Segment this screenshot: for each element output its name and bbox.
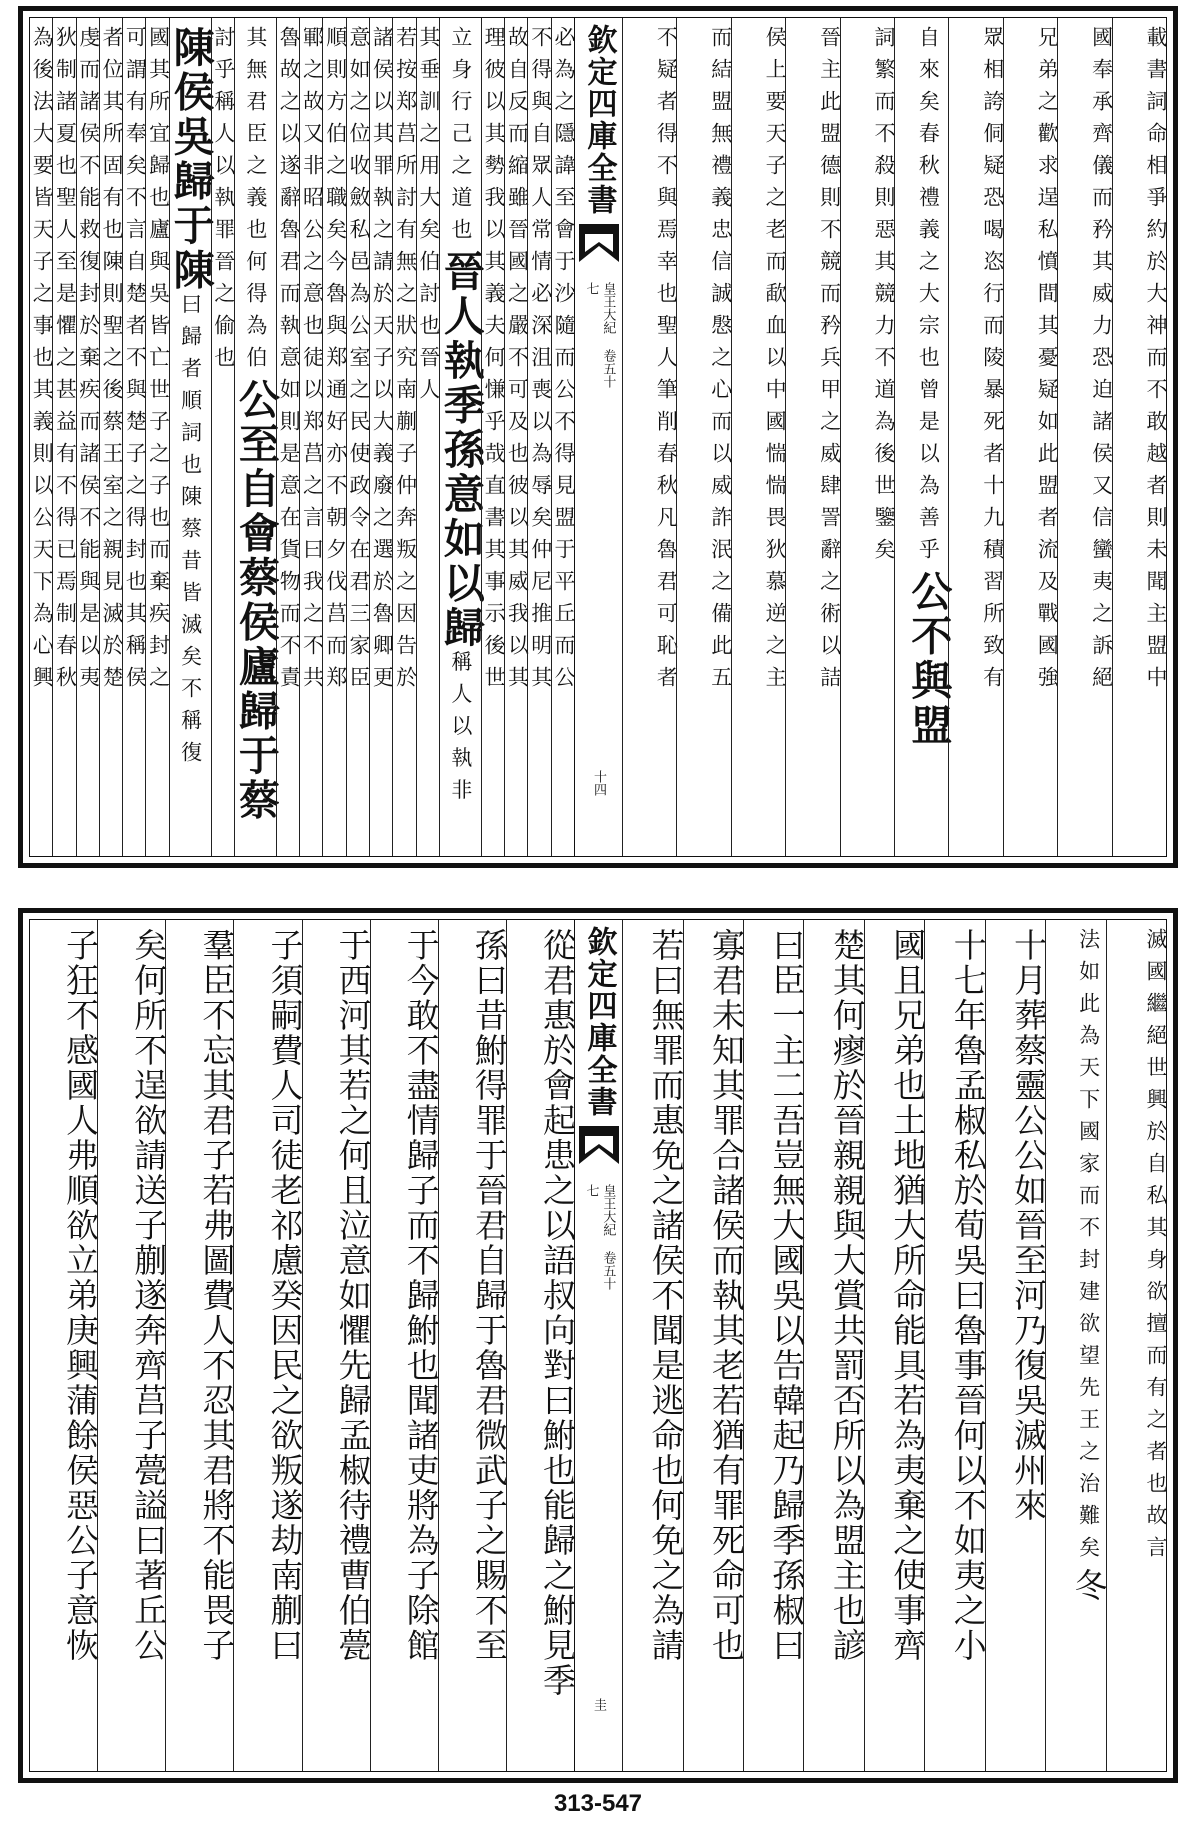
body-text: 孫曰昔鮒得罪于晉君自歸于魯君微武子之賜不至 [469,928,509,1663]
text-column [436,18,485,856]
body-text: 十七年魯孟椒私於荀吳曰魯事晉何以不如夷之小 [948,928,988,1663]
body-text: 于今敢不盡情歸子而不歸鮒也聞諸吏將為子除館 [401,928,441,1663]
body-text: 眾相誇侗疑恐喝恣行而陵暴死者十九積習所致有 [980,26,1005,698]
text-column [299,18,325,856]
body-text: 自來矣春秋禮義之大宗也曾是以為善乎 [916,26,941,570]
heading-text: 陳侯吳歸于陳 [166,26,215,293]
body-text: 十月葬蔡靈公公如晉至河乃復吳滅州來 [1009,928,1049,1523]
body-text: 諸侯以其罪執之請於天子以大義廢之選於魯卿更 [370,26,395,698]
lower-right-text-block [622,920,1166,1771]
upper-gutter-volume: 皇王大紀 卷五十七 [583,282,616,388]
body-text: 國奉承齊儀而矜其威力恐迫諸侯又信蠻夷之訴絕 [1089,26,1114,698]
text-column [302,920,373,1771]
body-text: 立身行己之道也 [448,26,473,250]
body-text: 魯故之以遂辭魯君而執意如則是意在貨物而不責 [277,26,302,698]
lower-gutter-title: 欽定四庫全書 [581,926,617,1118]
body-text: 討乎稱人以執罪晉之偷也 [211,26,236,378]
body-text: 羣臣不忘其君子若弗圖費人不忍其君將不能畏子 [197,928,237,1663]
text-column [1057,18,1114,856]
body-text: 子狂不感國人弗順欲立弟庚興蒲餘侯惡公子意恢 [61,928,101,1663]
text-column [551,18,574,856]
text-column [1045,920,1109,1771]
text-column [370,920,441,1771]
text-column [97,920,169,1771]
upper-center-gutter [574,18,622,856]
heading-text: 公至自會蔡侯廬歸于蔡 [231,378,280,823]
lower-left-text-block [30,920,577,1771]
text-column [122,18,148,856]
text-column [622,920,686,1771]
lower-page-frame [29,919,1167,1772]
body-text: 者位其所固有也陳則聖之後蔡王室之親見滅於楚 [100,26,125,698]
body-text: 侯上要天子之老而歃血以中國惴惴畏狄慕逆之主 [763,26,788,698]
text-column [894,18,953,856]
body-text: 國且兄弟也土地猶大所命能具若為夷棄之使事齊 [888,928,928,1663]
text-column [276,18,302,856]
body-text: 滅國繼絕世興於自私其身欲擅而有之者也故言 [1144,928,1168,1568]
text-column [76,18,99,856]
upper-gutter-page-number: 十四 [591,770,606,796]
text-column [145,18,171,856]
text-column [99,18,125,856]
body-text: 兄弟之歡求逞私憤間其憂疑如此盟者流及戰國強 [1035,26,1060,698]
upper-right-text-block [622,18,1166,856]
body-text: 寡君未知其罪合諸侯而執其老若猶有罪死命可也 [706,928,746,1663]
scan-page-code: 313-547 [553,1790,643,1817]
text-column [52,18,78,856]
heading-text: 公不與盟 [904,570,953,748]
body-text: 曰歸者順詞也陳蔡昔皆滅矣不稱復 [178,293,203,773]
text-column [416,18,439,856]
text-column [1112,18,1166,856]
body-text: 其無君臣之義也何得為伯 [243,26,268,378]
body-text: 不疑者得不與焉幸也聖人筆削春秋凡魯君可恥者 [654,26,679,698]
text-column [504,18,530,856]
text-column [231,18,280,856]
text-column [165,920,237,1771]
body-text: 若曰無罪而惠免之諸侯不聞是逃命也何免之為請 [646,928,686,1663]
text-column [527,18,553,856]
text-column [322,18,348,856]
heading-text: 晉人執季孫意如以歸 [436,250,485,651]
text-column [346,18,372,856]
lower-center-gutter [574,920,622,1771]
text-column [924,920,988,1771]
text-column [676,18,733,856]
text-column [840,18,894,856]
text-column [481,18,507,856]
text-column [731,18,788,856]
fishtail-mark-icon [579,1126,619,1164]
body-text: 稱人以執非 [448,650,473,811]
text-column [803,920,867,1771]
body-text: 子須嗣費人司徒老祁慮癸因民之欲叛遂劫南蒯曰 [265,928,305,1663]
lower-gutter-page-number: 圭 [591,1698,606,1711]
body-text: 理彼以其勢我以其義夫何慊乎哉直書其事示後世 [482,26,507,698]
body-text: 楚其何瘳於晉親親與大賞共罰否所以為盟主也諺 [827,928,867,1663]
body-text: 為後法大要皆天子之事也其義則以公天下為心興 [30,26,55,698]
text-column [985,920,1049,1771]
text-column [785,18,842,856]
lower-gutter-volume: 皇王大紀 卷五十七 [583,1184,616,1290]
body-text: 故自反而縮雖晉國之嚴不可及也彼以其威我以其 [505,26,530,698]
body-text: 可謂有奉矣不言自楚者不與楚子之得封也其稱侯 [123,26,148,698]
upper-gutter-title: 欽定四庫全書 [581,24,617,216]
body-text: 曰臣一主二吾豈無大國吳以告韓起乃歸季孫椒曰 [767,928,807,1663]
upper-page-frame [29,17,1167,857]
upper-book-page [18,6,1178,868]
text-column [30,18,55,856]
text-column [166,18,215,856]
lower-book-page [18,908,1178,1783]
fishtail-mark-icon [579,224,619,262]
body-text: 國其所宜歸也廬與吳皆亡世子之子也而棄疾封之 [146,26,171,698]
body-text: 不得與自眾人常情必深沮喪以為辱矣仲尼推明其 [528,26,553,698]
body-text: 晉主此盟德則不競而矜兵甲之威肆詈辭之術以詰 [817,26,842,698]
body-text: 伯討也晉人 [416,250,441,410]
body-text: 鄆之故又非昭公之意也徒以郑莒之言曰我之不共 [300,26,325,698]
text-column [1106,920,1166,1771]
body-text: 虔而諸侯不能救復封於棄疾而諸侯不能與是以夷 [76,26,101,698]
text-column [392,18,418,856]
body-text: 其垂訓之用大矣 [416,26,441,250]
body-text: 意如之位收斂私邑為公室之民使政令在君三家臣 [347,26,372,698]
body-text: 從君惠於會起患之以語叔向對曰鮒也能歸之鮒見季 [538,928,577,1698]
body-text: 順則方伯之職矣今魯與郑通好亦不朝夕伐莒而郑 [323,26,348,698]
text-column [864,920,928,1771]
body-text: 法如此為天下國家而不封建欲望先王之治難矣 [1076,928,1101,1568]
text-column [233,920,305,1771]
text-column [622,18,679,856]
text-column [438,920,509,1771]
upper-left-text-block [30,18,574,856]
text-column [743,920,807,1771]
text-column [948,18,1005,856]
body-text: 于西河其若之何且泣意如懼先歸孟椒待禮曹伯甍 [333,928,373,1663]
text-column [506,920,577,1771]
body-text: 必為之隱諱至會于沙隨而公不得見盟于平丘而公 [552,26,576,698]
body-text: 若按郑莒所討有無之狀究南蒯子仲奔叛之因告於 [393,26,418,698]
body-text: 冬 [1069,1568,1109,1603]
body-text: 載書詞命相爭約於大神而不敢越者則未聞主盟中 [1144,26,1168,698]
body-text: 詞繁而不殺則惡其競力不道為後世鑒矣 [871,26,896,570]
text-column [1003,18,1060,856]
text-column [211,18,234,856]
text-column [30,920,101,1771]
body-text: 矣何所不逞欲請送子蒯遂奔齊莒子甍謚曰著丘公 [129,928,169,1663]
body-text: 狄制諸夏也聖人至是懼之甚益有不得已焉制春秋 [53,26,78,698]
body-text: 而結盟無禮義忠信誠慇之心而以威詐泯之備此五 [708,26,733,698]
text-column [683,920,746,1771]
text-column [369,18,395,856]
